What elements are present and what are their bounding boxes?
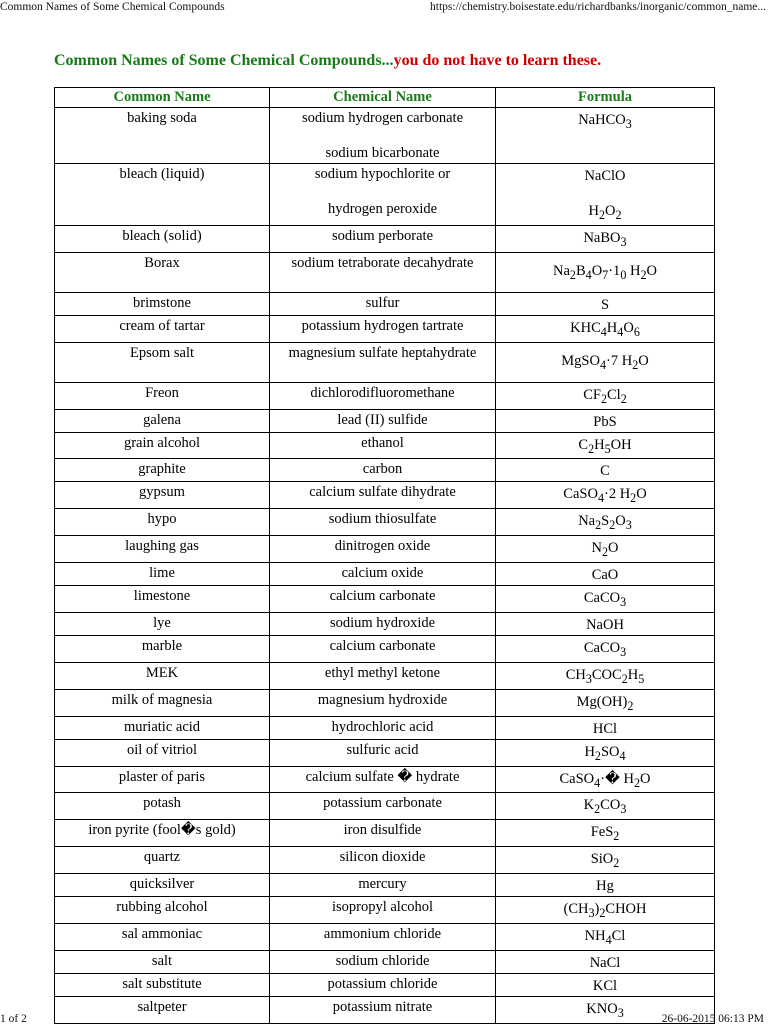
- table-row: [55, 432, 715, 459]
- chemical-name-cell: [270, 766, 496, 793]
- table-row: [55, 739, 715, 766]
- chemical-name-cell: [270, 924, 496, 951]
- formula: $Na_2B_4O_7\cdot 1_0$ $H_2O$: [553, 262, 657, 282]
- formula: $NH_4Cl$: [584, 928, 626, 947]
- formula-cell: [496, 950, 715, 973]
- chemical-name-cell: [270, 292, 496, 315]
- chemical-name-cell: [270, 716, 496, 739]
- chemical-name: sodium hydrogen carbonate: [301, 110, 464, 126]
- formula: $K_2CO_3$: [583, 797, 627, 817]
- formula-cell: [496, 739, 715, 766]
- formula: $KHC_4H_4O_6$: [570, 319, 640, 339]
- formula: $(CH_3)_2CHOH$: [563, 901, 647, 921]
- table-row: [55, 108, 715, 164]
- chemical-name: potassium chloride: [327, 975, 438, 992]
- common-name-cell: MEK: [55, 662, 270, 689]
- formula: KCl: [592, 977, 618, 994]
- formula: $N_2O$: [591, 540, 619, 560]
- chemical-name: sodium hypochlorite or: [314, 166, 451, 182]
- chemical-name-cell: [270, 662, 496, 689]
- formula: $Mg(OH)_2$: [576, 693, 634, 713]
- formula: PbS: [593, 413, 617, 430]
- formula-cell: [496, 897, 715, 924]
- table-row: [55, 315, 715, 342]
- formula: $H_2SO_4$: [584, 743, 626, 763]
- formula-cell: [496, 482, 715, 509]
- chemical-name: calcium carbonate: [329, 638, 436, 655]
- chemical-name: ammonium chloride: [323, 926, 442, 943]
- table-row: [55, 342, 715, 382]
- common-name-cell: bleach (liquid): [55, 164, 270, 226]
- common-name-cell: Freon: [55, 382, 270, 409]
- common-name-cell: salt: [55, 950, 270, 973]
- common-name-cell: oil of vitriol: [55, 739, 270, 766]
- formula-cell: [496, 636, 715, 663]
- table-row: [55, 164, 715, 226]
- common-name-cell: gypsum: [55, 482, 270, 509]
- formula: $Na_2S_2O_3$: [578, 513, 632, 533]
- chemical-name: magnesium hydroxide: [317, 691, 448, 708]
- formula-cell: [496, 874, 715, 897]
- chemical-name-cell: [270, 793, 496, 820]
- common-name-cell: galena: [55, 409, 270, 432]
- chemical-name-cell: [270, 315, 496, 342]
- common-name-cell: hypo: [55, 509, 270, 536]
- table-row: [55, 252, 715, 292]
- table-row: [55, 636, 715, 663]
- common-name-cell: rubbing alcohol: [55, 897, 270, 924]
- chemical-name: sodium perborate: [331, 227, 434, 244]
- chemical-name-cell: [270, 950, 496, 973]
- chemical-name: ethanol: [361, 434, 404, 451]
- formula-cell: [496, 973, 715, 996]
- chemical-name-cell: [270, 409, 496, 432]
- chemical-name-cell: [270, 973, 496, 996]
- chemical-name-cell: [270, 897, 496, 924]
- chemical-name-cell: [270, 820, 496, 847]
- common-name-cell: bleach (solid): [55, 225, 270, 252]
- column-header-common-name: Common Name: [55, 88, 270, 108]
- common-name-cell: quicksilver: [55, 874, 270, 897]
- formula-cell: [496, 382, 715, 409]
- formula-cell: [496, 342, 715, 382]
- common-name-cell: limestone: [55, 586, 270, 613]
- chemical-name: silicon dioxide: [339, 849, 426, 866]
- table-row: [55, 766, 715, 793]
- common-name-cell: marble: [55, 636, 270, 663]
- formula: NaBO$_3$: [583, 229, 627, 249]
- chemical-name-cell: [270, 164, 496, 226]
- chemical-name-alt: sodium bicarbonate: [325, 145, 440, 161]
- print-timestamp: 26-06-2015 06:13 PM: [661, 1013, 764, 1025]
- chemical-name: sodium hydroxide: [329, 615, 436, 632]
- formula-alt: $H_2O_2$: [588, 203, 622, 222]
- chemical-name-cell: [270, 847, 496, 874]
- formula-cell: [496, 432, 715, 459]
- table-row: [55, 662, 715, 689]
- chemical-name-cell: [270, 459, 496, 482]
- formula-cell: [496, 716, 715, 739]
- chemical-name-cell: [270, 636, 496, 663]
- table-row: [55, 716, 715, 739]
- formula-cell: [496, 164, 715, 226]
- formula: CaSO$_4$·2 $H_2O$: [563, 486, 647, 506]
- chemical-name: potassium nitrate: [332, 998, 433, 1015]
- formula: HCl: [592, 720, 618, 737]
- chemical-name: hydrochloric acid: [331, 718, 434, 735]
- table-row: [55, 459, 715, 482]
- common-name-cell: brimstone: [55, 292, 270, 315]
- common-name-cell: saltpeter: [55, 996, 270, 1023]
- chemical-name-cell: [270, 874, 496, 897]
- title-note: you do not have to learn these.: [393, 52, 602, 69]
- table-row: [55, 996, 715, 1023]
- formula-cell: [496, 563, 715, 586]
- chemical-name: dinitrogen oxide: [334, 538, 431, 555]
- chemical-name: isopropyl alcohol: [331, 899, 434, 916]
- formula: NaOH: [586, 617, 624, 634]
- formula-cell: [496, 315, 715, 342]
- chemical-name: potassium hydrogen tartrate: [301, 317, 464, 334]
- table-row: [55, 586, 715, 613]
- common-name-cell: milk of magnesia: [55, 689, 270, 716]
- formula-cell: [496, 766, 715, 793]
- common-name-cell: baking soda: [55, 108, 270, 164]
- formula: SiO$_2$: [590, 851, 620, 871]
- common-name-cell: Borax: [55, 252, 270, 292]
- table-row: [55, 292, 715, 315]
- formula: S: [600, 296, 610, 313]
- formula: NaHCO$_3$: [578, 112, 632, 131]
- common-name-cell: quartz: [55, 847, 270, 874]
- chemical-name-cell: [270, 586, 496, 613]
- print-header-url[interactable]: https://chemistry.boisestate.edu/richardbanks/inorganic/common_name...: [430, 1, 766, 13]
- formula-cell: [496, 225, 715, 252]
- chemical-name-cell: [270, 613, 496, 636]
- chemical-name-cell: [270, 252, 496, 292]
- formula-cell: [496, 689, 715, 716]
- chemical-name: sodium chloride: [335, 952, 430, 969]
- chemical-name-cell: [270, 342, 496, 382]
- title-main: Common Names of Some Chemical Compounds...: [54, 52, 394, 69]
- formula-cell: [496, 662, 715, 689]
- chemical-name: ethyl methyl ketone: [324, 664, 441, 681]
- page-indicator: 1 of 2: [0, 1013, 27, 1025]
- column-header-formula: Formula: [496, 88, 715, 108]
- formula-cell: [496, 252, 715, 292]
- common-name-cell: grain alcohol: [55, 432, 270, 459]
- formula: C: [600, 463, 610, 480]
- formula: Hg: [596, 878, 614, 895]
- formula: CaCO$_3$: [583, 590, 627, 610]
- chemical-name-cell: [270, 536, 496, 563]
- table-row: [55, 847, 715, 874]
- formula-cell: [496, 924, 715, 951]
- common-name-cell: lime: [55, 563, 270, 586]
- chemical-name: sodium thiosulfate: [328, 511, 437, 528]
- chemical-name-cell: [270, 996, 496, 1023]
- table-row: [55, 482, 715, 509]
- common-name-cell: lye: [55, 613, 270, 636]
- chemical-name: calcium carbonate: [329, 588, 436, 605]
- formula: FeS$_2$: [590, 824, 620, 844]
- common-name-cell: potash: [55, 793, 270, 820]
- formula-cell: [496, 793, 715, 820]
- table-row: [55, 613, 715, 636]
- common-name-cell: graphite: [55, 459, 270, 482]
- common-name-cell: muriatic acid: [55, 716, 270, 739]
- formula-cell: [496, 820, 715, 847]
- formula: CaSO$_4$·� $H_2O$: [559, 770, 651, 790]
- formula-cell: [496, 292, 715, 315]
- table-row: [55, 820, 715, 847]
- chemical-name: dichlorodifluoromethane: [310, 384, 455, 401]
- table-row: [55, 950, 715, 973]
- common-name-cell: sal ammoniac: [55, 924, 270, 951]
- formula: $KNO_3$: [586, 1000, 624, 1020]
- print-header-title: Common Names of Some Chemical Compounds: [0, 1, 225, 13]
- common-name-cell: plaster of paris: [55, 766, 270, 793]
- formula-cell: [496, 509, 715, 536]
- formula: $CH_3COC_2H_5$: [565, 666, 645, 686]
- chemical-name: sulfur: [365, 294, 400, 311]
- chemical-name-alt: hydrogen peroxide: [327, 201, 438, 217]
- table-header-row: [55, 88, 715, 108]
- formula-cell: [496, 459, 715, 482]
- chemical-name-cell: [270, 482, 496, 509]
- chemical-name-cell: [270, 563, 496, 586]
- chemical-name-cell: [270, 382, 496, 409]
- table-row: [55, 924, 715, 951]
- table-row: [55, 897, 715, 924]
- compounds-table: [54, 87, 715, 1024]
- chemical-name: iron disulfide: [343, 822, 422, 839]
- common-name-cell: Epsom salt: [55, 342, 270, 382]
- chemical-name: mercury: [358, 876, 407, 893]
- chemical-name: calcium sulfate dihydrate: [309, 484, 456, 501]
- chemical-name: sodium tetraborate decahydrate: [291, 254, 474, 271]
- table-row: [55, 874, 715, 897]
- chemical-name-cell: [270, 225, 496, 252]
- formula-cell: [496, 586, 715, 613]
- formula-cell: [496, 847, 715, 874]
- common-name-cell: laughing gas: [55, 536, 270, 563]
- column-header-chemical-name: Chemical Name: [270, 88, 496, 108]
- chemical-name: sulfuric acid: [346, 741, 419, 758]
- formula-cell: [496, 409, 715, 432]
- table-row: [55, 509, 715, 536]
- chemical-name-cell: [270, 689, 496, 716]
- table-row: [55, 563, 715, 586]
- formula: $C_2H_5OH$: [578, 436, 632, 456]
- formula: NaCl: [589, 954, 621, 971]
- table-row: [55, 793, 715, 820]
- chemical-name-cell: [270, 432, 496, 459]
- table-row: [55, 225, 715, 252]
- common-name-cell: cream of tartar: [55, 315, 270, 342]
- chemical-name: lead (II) sulfide: [337, 411, 428, 428]
- formula-cell: [496, 613, 715, 636]
- formula: $CF_2Cl_2$: [583, 386, 627, 406]
- table-row: [55, 689, 715, 716]
- table-row: [55, 409, 715, 432]
- table-row: [55, 973, 715, 996]
- table-row: [55, 536, 715, 563]
- common-name-cell: salt substitute: [55, 973, 270, 996]
- table-row: [55, 382, 715, 409]
- chemical-name: calcium sulfate � hydrate: [305, 768, 460, 785]
- formula: NaClO: [584, 168, 626, 184]
- chemical-name: magnesium sulfate heptahydrate: [288, 344, 477, 361]
- chemical-name-cell: [270, 509, 496, 536]
- chemical-name: potassium carbonate: [323, 795, 442, 812]
- common-name-cell: iron pyrite (fool�s gold): [55, 820, 270, 847]
- page-title: [54, 51, 734, 71]
- formula-cell: [496, 108, 715, 164]
- chemical-name-cell: [270, 108, 496, 164]
- formula: CaO: [591, 567, 619, 584]
- formula: MgSO$_4$·7 $H_2O$: [561, 352, 649, 372]
- chemical-name: carbon: [362, 461, 403, 478]
- formula: CaCO$_3$: [583, 640, 627, 659]
- formula-cell: [496, 536, 715, 563]
- chemical-name-cell: [270, 739, 496, 766]
- chemical-name: calcium oxide: [341, 565, 424, 582]
